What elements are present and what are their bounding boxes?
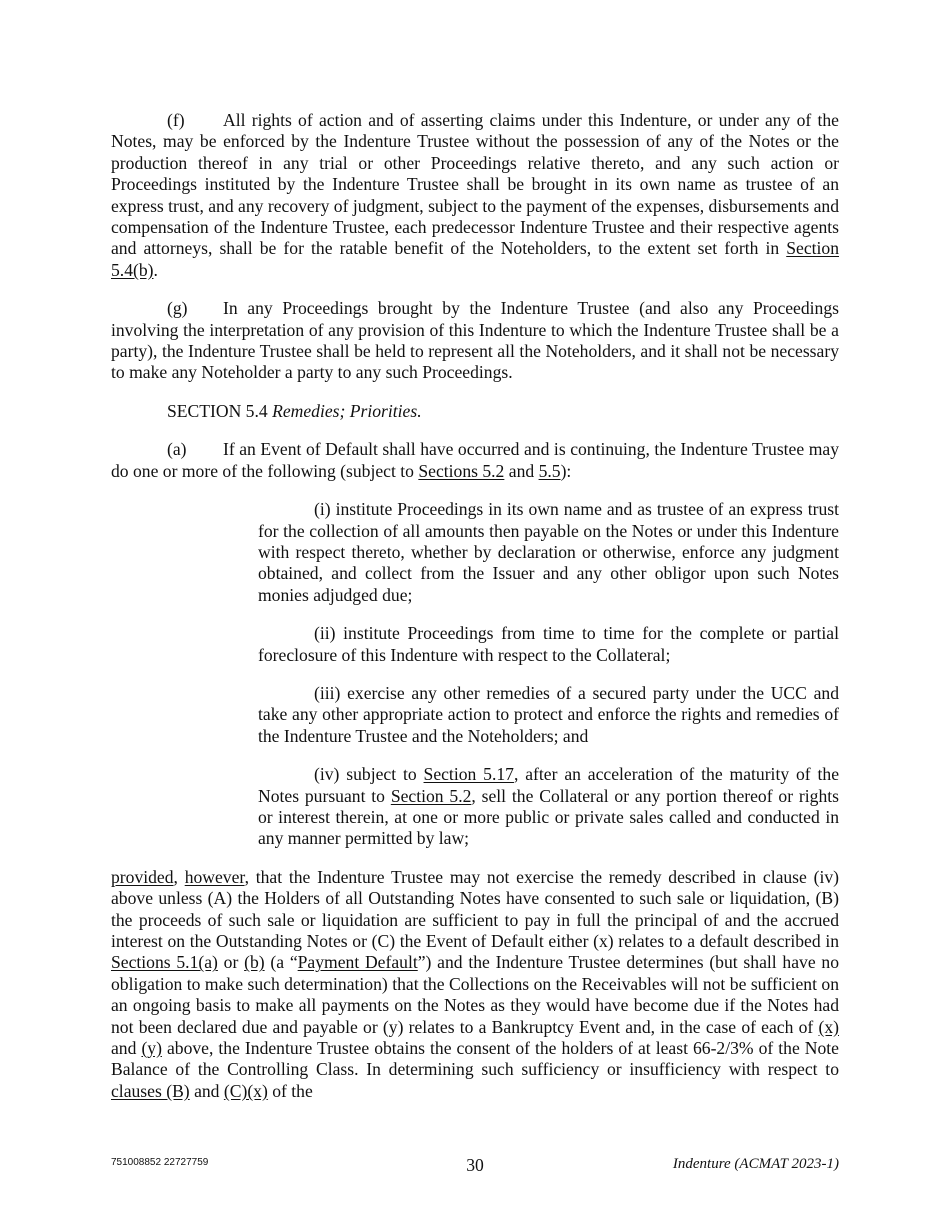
proviso-term: provided xyxy=(111,866,174,887)
section-reference-link: Sections 5.1(a) xyxy=(111,952,218,973)
subclause-ii: (ii) institute Proceedings from time to time for the complete or partial foreclosure of this Indenture with respect to the Collateral; xyxy=(258,623,839,665)
section-reference-link: 5.5 xyxy=(538,460,561,481)
subclause-iv: (iv) subject to Section 5.17, after an acceleration of the maturity of the Notes pursuant to Section 5.2, sell the Collateral or any portion thereof or rights or interest therein, at one or more public or private sales called and conducted in any manner permitted by law; xyxy=(258,764,840,849)
section-reference-link: Section 5.4(b) xyxy=(111,238,839,280)
paragraph-label: (f) xyxy=(167,110,185,130)
paragraph-a: (a) If an Event of Default shall have occurred and is continuing, the Indenture Trustee may do one or more of the following (subject to Sections 5.2 and 5.5): xyxy=(111,439,839,481)
clause-reference: (y) xyxy=(141,1038,162,1059)
section-number: SECTION 5.4 xyxy=(167,400,268,421)
paragraph-label: (g) xyxy=(167,298,188,319)
page-footer xyxy=(111,1155,839,1179)
paragraph-f: (f) All rights of action and of asserting claims under this Indenture, or under any of the Notes, may be enforced by the Indenture Trustee without the possession of any of the Notes or the production thereof in any trial or other Proceedings relative thereto, and any such action or Proceedings instituted by the Indenture Trustee shall be brought in its own name as trustee of an express trust, and any recovery of judgment, subject to the payment of the expenses, disbursements and compensation of the Indenture Trustee, each predecessor Indenture Trustee and their respective agents and attorneys, shall be for the ratable benefit of the Noteholders, to the extent set forth in Section 5.4(b). xyxy=(111,110,839,280)
paragraph-g xyxy=(111,298,839,384)
proviso-paragraph: provided, however, that the Indenture Trustee may not exercise the remedy described in clause (iv) above unless (A) the Holders of all Outstanding Notes have consented to such sale or liquidation, (B) the proceeds of such sale or liquidation are sufficient to pay in full the principal of and the accrued interest on the Outstanding Notes or (C) the Event of Default either (x) relates to a default described in Sections 5.1(a) or (b) (a “Payment Default”) and the Indenture Trustee determines (but shall have no obligation to make such determination) that the Collections on the Receivables will not be sufficient on an ongoing basis to make all payments on the Notes as they would have become due if the Notes had not been declared due and payable or (y) relates to a Bankruptcy Event and, in the case of each of (x) and (y) above, the Indenture Trustee obtains the consent of the holders of at least 66-2/3% of the Note Balance of the Controlling Class. In determining such sufficiency or insufficiency with respect to clauses (B) and (C)(x) of the xyxy=(111,866,839,1101)
section-reference-link: Section 5.17 xyxy=(423,764,514,785)
footer-document-title: Indenture (ACMAT 2023-1) xyxy=(672,1156,839,1172)
paragraph-text: In any Proceedings brought by the Indenture Trustee (and also any Proceedings involving the interpretation of any provision of this Indenture to which the Indenture Trustee shall be a party), the Indenture Trustee shall be held to represent all the Noteholders, and it shall not be necessary to make any Noteholder a party to any such Proceedings. xyxy=(111,298,839,383)
subclause-iii: (iii) exercise any other remedies of a secured party under the UCC and take any other appropriate action to protect and enforce the rights and remedies of the Indenture Trustee and the Noteholders; and xyxy=(258,682,839,746)
section-reference-link: Section 5.2 xyxy=(390,785,472,806)
proviso-term: however xyxy=(184,866,245,887)
paragraph-label: (a) xyxy=(167,439,187,460)
subclause-i: (i) institute Proceedings in its own name and as trustee of an express trust for the collection of all amounts then payable on the Notes or under this Indenture with respect thereto, whether by declaration or otherwise, enforce any judgment obtained, and collect from the Issuer and any other obligor upon such Notes monies adjudged due; xyxy=(258,499,839,605)
section-title: Remedies; Priorities. xyxy=(272,400,422,421)
clause-reference: (C)(x) xyxy=(223,1080,268,1101)
section-reference-link: (b) xyxy=(244,952,265,973)
paragraph-text: All rights of action and of asserting claims under this Indenture, or under any of the Notes, may be enforced by the Indenture Trustee without the possession of any of the Notes or the production thereof in any trial or other Proceedings relative thereto, and any such action or Proceedings instituted by the Indenture Trustee shall be brought in its own name as trustee of an express trust, and any recovery of judgment, subject to the payment of the expenses, disbursements and compensation of the Indenture Trustee, each predecessor Indenture Trustee and their respective agents and attorneys, shall be for the ratable benefit of the Noteholders, to the extent set forth in xyxy=(111,110,839,259)
clause-reference: (x) xyxy=(818,1016,839,1037)
section-reference-link: Sections 5.2 xyxy=(418,460,505,481)
document-page xyxy=(111,110,839,1102)
clause-reference: clauses (B) xyxy=(111,1080,190,1101)
section-heading xyxy=(111,401,839,422)
footer-document-id: 751008852 22727759 xyxy=(111,1157,209,1168)
defined-term: Payment Default xyxy=(297,952,418,973)
footer-page-number: 30 xyxy=(466,1155,484,1175)
